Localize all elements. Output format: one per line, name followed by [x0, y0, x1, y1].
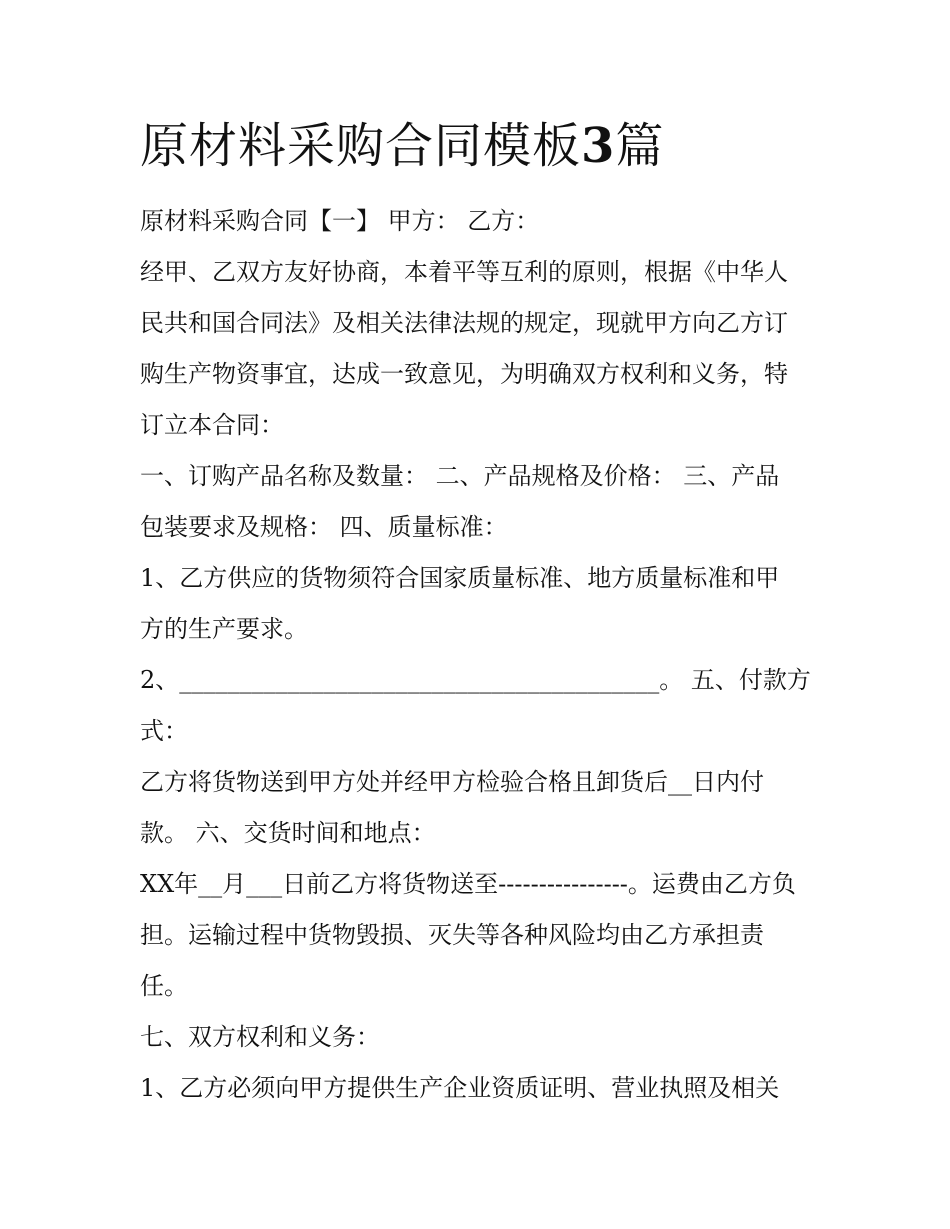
body-line: 式：	[140, 717, 188, 745]
body-line: 七、双方权利和义务：	[140, 1023, 380, 1051]
body-line: 1、乙方供应的货物须符合国家质量标准、地方质量标准和甲	[140, 564, 780, 592]
body-line: 任。	[140, 972, 188, 1000]
body-line: 包装要求及规格： 四、质量标准：	[140, 513, 508, 541]
title-number: 3	[581, 118, 616, 174]
body-line: 购生产物资事宜，达成一致意见，为明确双方权利和义务，特	[140, 360, 788, 388]
document-title	[140, 116, 664, 176]
title-suffix: 篇	[615, 118, 665, 174]
body-line: 订立本合同：	[140, 411, 284, 439]
body-line: 民共和国合同法》及相关法律法规的规定，现就甲方向乙方订	[140, 309, 788, 337]
body-line: 方的生产要求。	[140, 615, 308, 643]
title-main: 原材料采购合同模板	[140, 118, 582, 174]
body-line: 原材料采购合同【一】 甲方： 乙方：	[140, 207, 540, 235]
document-body	[140, 196, 820, 1114]
body-line: 担。运输过程中货物毁损、灭失等各种风险均由乙方承担责	[140, 921, 764, 949]
body-line: 款。 六、交货时间和地点：	[140, 819, 436, 847]
body-line: 经甲、乙双方友好协商，本着平等互利的原则，根据《中华人	[140, 258, 788, 286]
body-line: 一、订购产品名称及数量： 二、产品规格及价格： 三、产品	[140, 462, 780, 490]
body-line: XX年__月___日前乙方将货物送至----------------。运费由乙方负	[140, 870, 796, 898]
body-line: 乙方将货物送到甲方处并经甲方检验合格且卸货后__日内付	[140, 768, 764, 796]
body-line: 2、________________________________________。 五、付款方	[140, 666, 811, 694]
body-line: 1、乙方必须向甲方提供生产企业资质证明、营业执照及相关	[140, 1074, 780, 1102]
